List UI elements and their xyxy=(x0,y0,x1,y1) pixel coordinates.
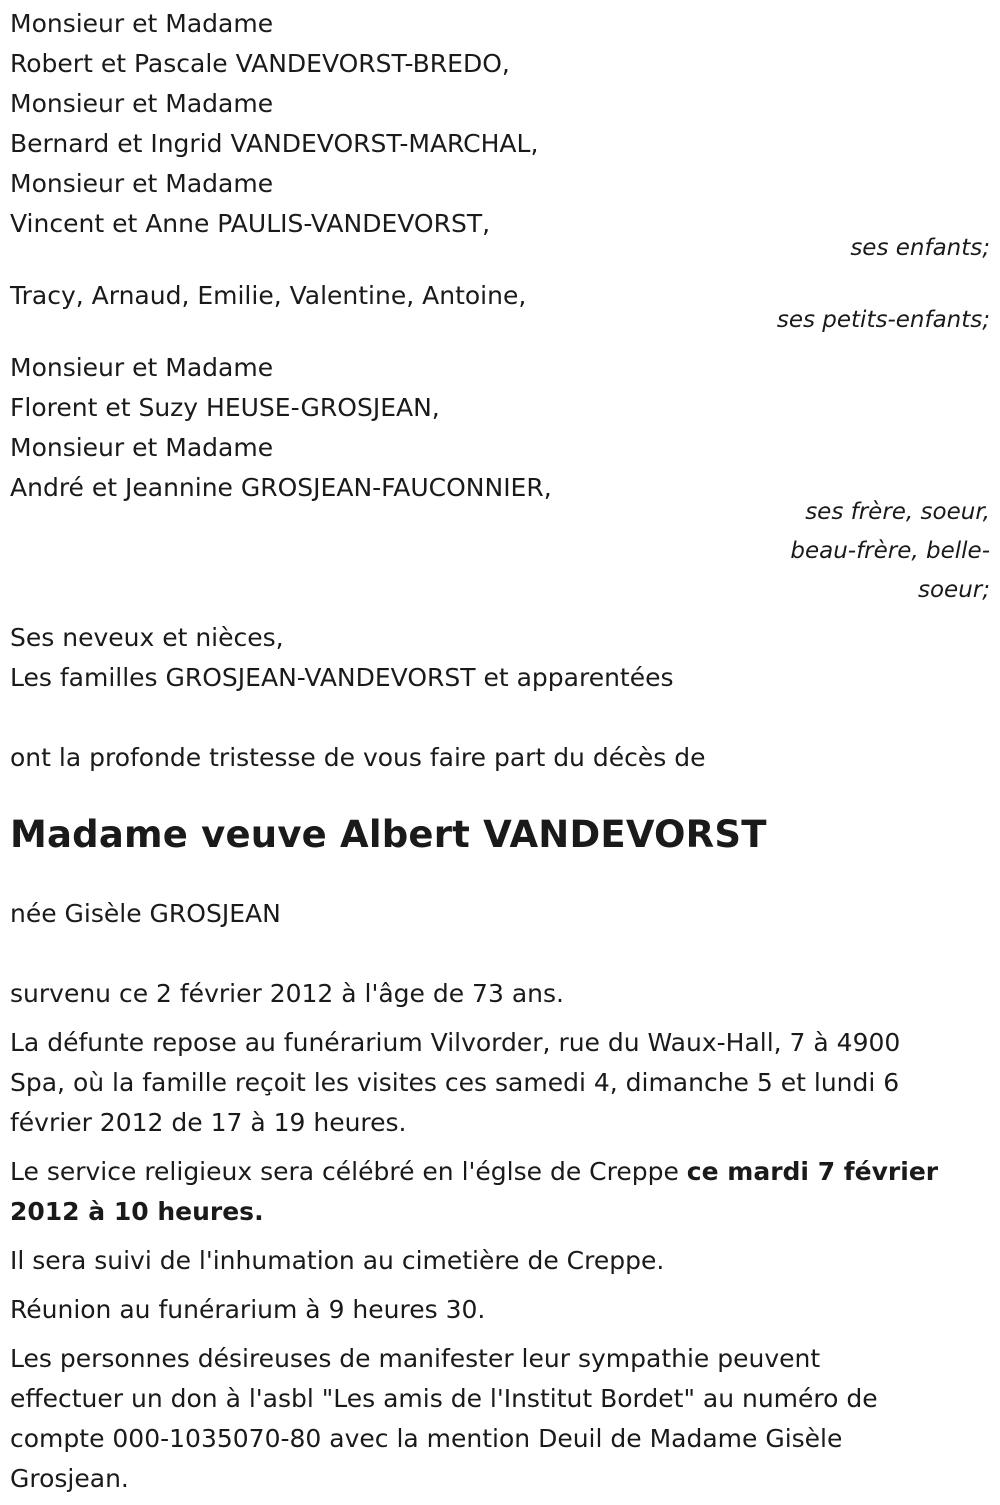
service-date-bold: ce mardi 7 février xyxy=(686,1157,939,1186)
birth-name: née Gisèle GROSJEAN xyxy=(10,899,281,928)
role-siblings: beau-frère, belle- xyxy=(790,538,990,564)
burial-line: Il sera suivi de l'inhumation au cimetière de Creppe. xyxy=(10,1246,665,1275)
meeting-line: Réunion au funérarium à 9 heures 30. xyxy=(10,1295,486,1324)
service-text: Le service religieux sera célébré en l'églse de Creppe xyxy=(10,1157,687,1186)
announcement-text: ont la profonde tristesse de vous faire part du décès de xyxy=(10,743,706,772)
deceased-name: Madame veuve Albert VANDEVORST xyxy=(10,813,767,856)
family-line: Florent et Suzy HEUSE-GROSJEAN, xyxy=(10,393,440,422)
donation-info xyxy=(10,1339,990,1499)
family-line: André et Jeannine GROSJEAN-FAUCONNIER, xyxy=(10,473,552,502)
family-line: Monsieur et Madame xyxy=(10,169,274,198)
family-line: Tracy, Arnaud, Emilie, Valentine, Antoine, xyxy=(10,281,527,310)
visitation-line: Spa, où la famille reçoit les visites ces samedi 4, dimanche 5 et lundi 6 xyxy=(10,1068,900,1097)
role-grandchildren: ses petits-enfants; xyxy=(776,307,990,333)
donation-line: Grosjean. xyxy=(10,1464,129,1493)
family-line: Monsieur et Madame xyxy=(10,9,274,38)
burial-info xyxy=(10,1241,990,1281)
role-siblings: ses frère, soeur, xyxy=(805,499,990,525)
service-line xyxy=(10,1152,990,1192)
grandchildren-group xyxy=(10,276,990,340)
family-line: Les familles GROSJEAN-VANDEVORST et apparentées xyxy=(10,663,674,692)
donation-line: compte 000-1035070-80 avec la mention Deuil de Madame Gisèle xyxy=(10,1424,843,1453)
family-line: Vincent et Anne PAULIS-VANDEVORST, xyxy=(10,209,491,238)
role-children: ses enfants; xyxy=(850,235,990,261)
family-line: Monsieur et Madame xyxy=(10,89,274,118)
donation-line: effectuer un don à l'asbl "Les amis de l'Institut Bordet" au numéro de xyxy=(10,1384,878,1413)
family-line: Monsieur et Madame xyxy=(10,433,274,462)
donation-line: Les personnes désireuses de manifester leur sympathie peuvent xyxy=(10,1344,821,1373)
siblings-group xyxy=(10,348,990,610)
death-line: survenu ce 2 février 2012 à l'âge de 73 ans. xyxy=(10,979,564,1008)
family-line: Bernard et Ingrid VANDEVORST-MARCHAL, xyxy=(10,129,539,158)
role-siblings: soeur; xyxy=(918,577,990,603)
visitation-line: février 2012 de 17 à 19 heures. xyxy=(10,1108,407,1137)
family-line: Monsieur et Madame xyxy=(10,353,274,382)
service-info xyxy=(10,1152,990,1232)
children-group xyxy=(10,4,990,268)
meeting-info xyxy=(10,1290,990,1330)
family-line: Robert et Pascale VANDEVORST-BREDO, xyxy=(10,49,510,78)
service-time-bold: 2012 à 10 heures. xyxy=(10,1197,264,1226)
relatives-group xyxy=(10,618,990,698)
family-line: Ses neveux et nièces, xyxy=(10,623,284,652)
visitation-line: La défunte repose au funérarium Vilvorder, rue du Waux-Hall, 7 à 4900 xyxy=(10,1028,901,1057)
death-info xyxy=(10,974,990,1014)
visitation-info xyxy=(10,1023,990,1143)
